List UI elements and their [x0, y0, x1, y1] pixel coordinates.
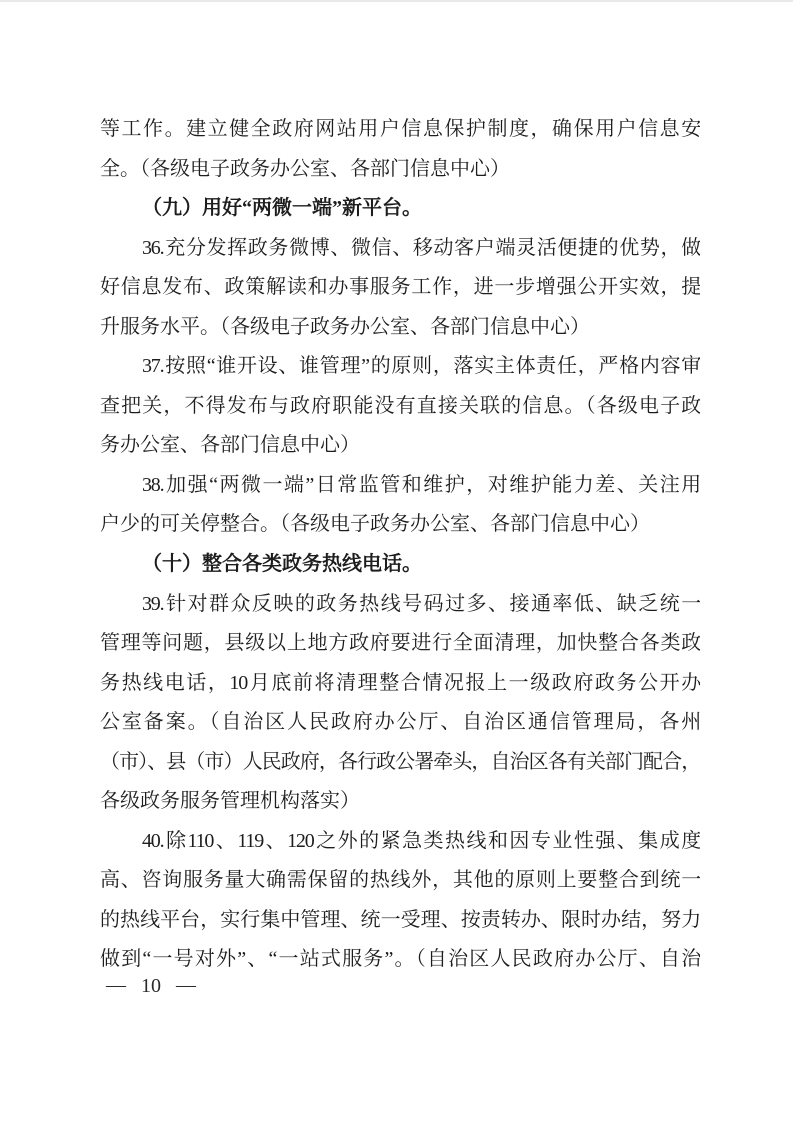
text-line: 40.除110、119、120之外的紧急类热线和因专业性强、集成度 — [142, 829, 700, 852]
text-line: 好信息发布、政策解读和办事服务工作，进一步增强公开实效，提 — [100, 276, 700, 299]
document-body — [100, 110, 700, 980]
text-line: 做到“一号对外”、“一站式服务”。（自治区人民政府办公厅、自治 — [100, 948, 700, 971]
text-line: 高、咨询服务量大确需保留的热线外，其他的原则上要整合到统一 — [100, 869, 700, 892]
text-line: 各级政务服务管理机构落实） — [100, 790, 360, 813]
text-line: （市）、县（市）人民政府，各行政公署牵头，自治区各有关部门配合， — [100, 750, 700, 773]
text-line: 38.加强“两微一端”日常监管和维护，对维护能力差、关注用 — [142, 473, 700, 496]
text-line: 全。（各级电子政务办公室、各部门信息中心） — [100, 157, 510, 180]
scan-edge-line — [0, 0, 793, 2]
text-line: 37.按照“谁开设、谁管理”的原则，落实主体责任，严格内容审 — [142, 355, 700, 378]
text-line: 户少的可关停整合。（各级电子政务办公室、各部门信息中心） — [100, 513, 650, 536]
text-line: （九）用好“两微一端”新平台。 — [142, 197, 422, 220]
page-number: 10 — [141, 974, 161, 997]
page-footer — [106, 970, 196, 1002]
text-line: 的热线平台，实行集中管理、统一受理、按责转办、限时办结，努力 — [100, 908, 700, 931]
text-line: 36.充分发挥政务微博、微信、移动客户端灵活便捷的优势，做 — [142, 236, 700, 259]
text-line: 39.针对群众反映的政务热线号码过多、接通率低、缺乏统一 — [142, 592, 700, 615]
text-line: 等工作。建立健全政府网站用户信息保护制度，确保用户信息安 — [100, 118, 700, 140]
text-line: （十）整合各类政务热线电话。 — [142, 553, 422, 576]
footer-dash-right: — — [176, 973, 196, 996]
text-line: 查把关，不得发布与政府职能没有直接关联的信息。（各级电子政 — [100, 394, 700, 417]
text-line: 公室备案。（自治区人民政府办公厅、自治区通信管理局，各州 — [100, 711, 700, 734]
text-line: 务热线电话，10月底前将清理整合情况报上一级政府政务公开办 — [100, 671, 700, 694]
footer-dash-left: — — [106, 973, 126, 996]
text-line: 升服务水平。（各级电子政务办公室、各部门信息中心） — [100, 315, 590, 338]
text-line: 务办公室、各部门信息中心） — [100, 434, 360, 457]
text-line: 管理等问题，县级以上地方政府要进行全面清理，加快整合各类政 — [100, 632, 700, 655]
